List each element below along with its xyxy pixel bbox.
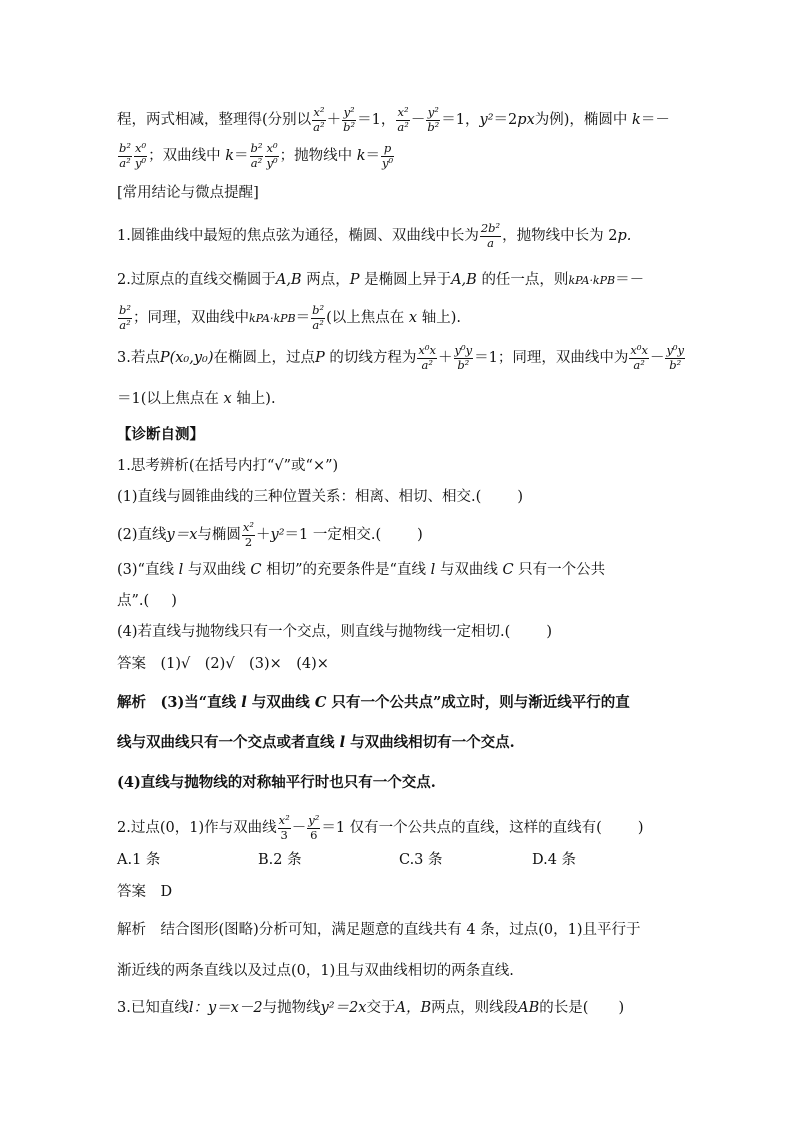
text: 程，两式相减，整理得(分别以 xyxy=(117,112,312,128)
text: ＝1， xyxy=(441,112,480,128)
fraction: $\frac{\text{b²}}{\text{a²}}$ xyxy=(119,141,131,170)
fraction: $\frac{\text{y⁰y}}{\text{b²}}$ xyxy=(454,343,473,372)
fraction: $\frac{\text{x⁰}}{\text{y⁰}}$ xyxy=(266,141,278,170)
q1-s2: (2)直线y＝x与椭圆 $\frac{\text{x²}}{2}$ ＋y²＝1 一定相交.( ) xyxy=(117,520,423,549)
fraction: $\frac{p}{\text{y⁰}}$ xyxy=(382,141,394,170)
text: ＝1， xyxy=(357,112,396,128)
q1-s3-cont: 点”.( ) xyxy=(117,593,177,609)
q1-analysis-2: 线与双曲线只有一个交点或者直线 l 与双曲线相切有一个交点. xyxy=(117,734,515,751)
q1-s4: (4)若直线与抛物线只有一个交点，则直线与抛物线一定相切.( ) xyxy=(117,624,552,640)
q1-title: 1.思考辨析(在括号内打“√”或“×”) xyxy=(117,458,339,474)
fraction: $\frac{\text{x²}}{\text{a²}}$ xyxy=(313,105,325,134)
fraction: $\frac{\text{b²}}{\text{a²}}$ xyxy=(119,303,131,332)
q2-answer: 答案 D xyxy=(117,884,173,900)
fraction: $\frac{\text{b²}}{\text{a²}}$ xyxy=(312,303,325,332)
fraction: $\frac{\text{x⁰}}{\text{y⁰}}$ xyxy=(134,141,147,170)
conclusion-1: 1.圆锥曲线中最短的焦点弦为通径，椭圆、双曲线中长为 $\frac{\text{2b²}}{a}$ ，抛物线中长为 2p. xyxy=(117,221,632,250)
q1-analysis-3: (4)直线与抛物线的对称轴平行时也只有一个交点. xyxy=(117,774,436,791)
fraction: $\frac{\text{x²}}{3}$ xyxy=(278,813,290,842)
heading-diagnosis: 【诊断自测】 xyxy=(117,426,204,443)
fraction: $\frac{\text{2b²}}{a}$ xyxy=(480,221,501,250)
fraction: $\frac{\text{y²}}{\text{b²}}$ xyxy=(343,105,356,134)
q2-analysis-2: 渐近线的两条直线以及过点(0，1)且与双曲线相切的两条直线. xyxy=(117,963,514,979)
q2-analysis-1: 解析 结合图形(图略)分析可知，满足题意的直线共有 4 条，过点(0，1)且平行于 xyxy=(117,922,641,938)
option-a: A.1 条 xyxy=(117,852,161,868)
fraction: $\frac{\text{x²}}{2}$ xyxy=(242,520,255,549)
fraction: $\frac{\text{b²}}{\text{a²}}$ xyxy=(250,141,263,170)
q2-stem: 2.过点(0，1)作与双曲线 $\frac{\text{x²}}{3}$ － $\frac{\text{y²}}{6}$ ＝1 仅有一个公共点的直线，这样的直线有( ) xyxy=(117,813,644,842)
text-line-2: $\frac{\text{b²}}{\text{a²}}$ $\frac{\text{x⁰}}{\text{y⁰}}$ ；双曲线中 k＝ $\frac{\text{b²}}{\text{a²}}$ $\frac{\text{x⁰}}{\text{y⁰}}$ ；抛物线中 k＝ $\frac{p}{\text{y⁰}}$ xyxy=(119,141,394,170)
q1-s3: (3)“直线 l 与双曲线 C 相切”的充要条件是“直线 l 与双曲线 C 只有一个公共 xyxy=(117,562,606,578)
fraction: $\frac{\text{y⁰y}}{\text{b²}}$ xyxy=(666,343,685,372)
conclusion-2: 2.过原点的直线交椭圆于A,B 两点，P 是椭圆上异于A,B 的任一点，则kPA·kPB＝－ xyxy=(117,272,645,288)
option-c: C.3 条 xyxy=(399,852,443,868)
fraction: $\frac{\text{x⁰x}}{\text{a²}}$ xyxy=(418,343,436,372)
heading-tips: [常用结论与微点提醒] xyxy=(117,185,259,201)
q3-stem: 3.已知直线l：y＝x－2与抛物线y²＝2x交于A，B两点，则线段AB的长是( ) xyxy=(117,1000,625,1016)
q1-s1: (1)直线与圆锥曲线的三种位置关系：相离、相切、相交.( ) xyxy=(117,489,523,505)
q1-analysis-1: 解析 (3)当“直线 l 与双曲线 C 只有一个公共点”成立时，则与渐近线平行的直 xyxy=(117,694,630,711)
conclusion-2-cont: $\frac{\text{b²}}{\text{a²}}$ ；同理，双曲线中kPA·kPB＝ $\frac{\text{b²}}{\text{a²}}$ (以上焦点在 x 轴上). xyxy=(119,303,461,332)
option-b: B.2 条 xyxy=(258,852,302,868)
fraction: $\frac{\text{x⁰x}}{\text{a²}}$ xyxy=(630,343,648,372)
fraction: $\frac{\text{y²}}{6}$ xyxy=(308,813,320,842)
fraction: $\frac{\text{x²}}{\text{a²}}$ xyxy=(397,105,409,134)
q1-answer: 答案 (1)√ (2)√ (3)× (4)× xyxy=(117,656,329,672)
fraction: $\frac{\text{y²}}{\text{b²}}$ xyxy=(427,105,440,134)
option-d: D.4 条 xyxy=(532,852,577,868)
conclusion-3-cont: ＝1(以上焦点在 x 轴上). xyxy=(117,391,276,407)
text-line-1: 程，两式相减，整理得(分别以 $\frac{\text{x²}}{\text{a²}}$ ＋ $\frac{\text{y²}}{\text{b²}}$ ＝1， $\frac{\text{x²}}{\text{a²}}$ － $\frac{\text{y²}}{\text{b²}}$ ＝1，y²＝2px为例)，椭圆中 k＝－ xyxy=(117,105,670,134)
conclusion-3: 3.若点P(x₀,y₀)在椭圆上，过点P 的切线方程为 $\frac{\text{x⁰x}}{\text{a²}}$ ＋ $\frac{\text{y⁰y}}{\text{b²}}$ ＝1；同理，双曲线中为 $\frac{\text{x⁰x}}{\text{a²}}$ － $\frac{\text{y⁰y}}{\text{b²}}$ xyxy=(117,343,685,372)
